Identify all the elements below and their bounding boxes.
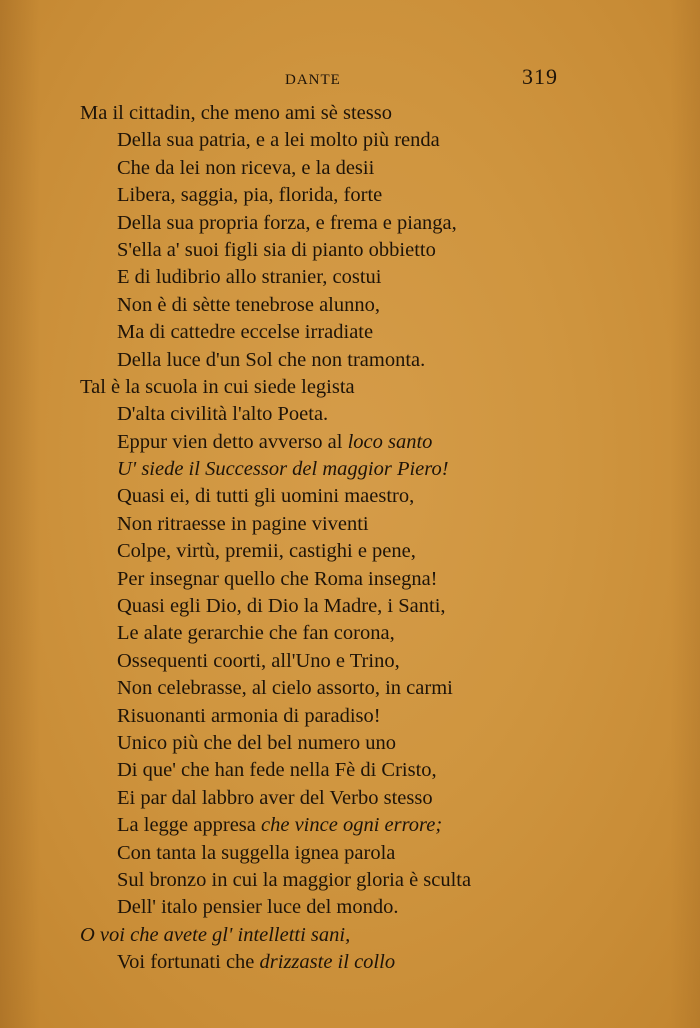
verse-text: Che da lei non riceva, e la desii — [117, 156, 375, 179]
verse-text: Voi fortunati che — [117, 951, 260, 974]
verse-text: La legge appresa — [117, 814, 261, 837]
running-head-title: DANTE — [285, 72, 341, 88]
verse-line — [0, 867, 700, 894]
verse-line — [0, 347, 700, 374]
verse-text: Dell' italo pensier luce del mondo. — [117, 896, 399, 919]
verse-line — [0, 949, 700, 976]
verse-text: Ei par dal labbro aver del Verbo stesso — [117, 786, 433, 809]
verse-line — [0, 483, 700, 510]
verse-line — [0, 703, 700, 730]
verse-text: D'alta civilità l'alto Poeta. — [117, 403, 329, 426]
verse-text: Non celebrasse, al cielo assorto, in carmi — [117, 677, 453, 700]
verse-line — [0, 675, 700, 702]
italic-text: O voi che avete gl' intelletti sani, — [80, 923, 351, 946]
verse-text: Risuonanti armonia di paradiso! — [117, 704, 381, 727]
italic-text: loco santo — [347, 430, 433, 453]
verse-text: Quasi ei, di tutti gli uomini maestro, — [117, 485, 415, 508]
verse-line — [0, 894, 700, 921]
verse-text: Quasi egli Dio, di Dio la Madre, i Santi, — [117, 595, 446, 618]
verse-text: Con tanta la suggella ignea parola — [117, 841, 396, 864]
page-number: 319 — [522, 64, 558, 89]
verse-line — [0, 401, 700, 428]
poem-text — [0, 100, 700, 977]
verse-line — [0, 593, 700, 620]
verse-line — [0, 292, 700, 319]
verse-text: Colpe, virtù, premii, castighi e pene, — [117, 540, 416, 563]
verse-text: Per insegnar quello che Roma insegna! — [117, 567, 438, 590]
verse-line — [0, 840, 700, 867]
verse-text: Sul bronzo in cui la maggior gloria è sculta — [117, 868, 472, 891]
italic-text: che vince ogni errore; — [261, 814, 443, 837]
verse-text: Le alate gerarchie che fan corona, — [117, 622, 395, 645]
verse-line — [0, 812, 700, 839]
verse-text: Eppur vien detto avverso al — [117, 430, 348, 453]
verse-text: Libera, saggia, pia, florida, forte — [117, 184, 383, 207]
verse-text: E di ludibrio allo stranier, costui — [117, 266, 382, 289]
verse-text: Ma di cattedre eccelse irradiate — [117, 321, 374, 344]
verse-text: Della luce d'un Sol che non tramonta. — [117, 348, 426, 371]
verse-line — [0, 100, 700, 127]
verse-line — [0, 620, 700, 647]
verse-line — [0, 210, 700, 237]
verse-line — [0, 127, 700, 154]
verse-text: Ossequenti coorti, all'Uno e Trino, — [117, 649, 400, 672]
verse-text: Tal è la scuola in cui siede legista — [80, 375, 355, 398]
verse-line — [0, 374, 700, 401]
verse-text: Della sua patria, e a lei molto più renda — [117, 129, 440, 152]
verse-line — [0, 155, 700, 182]
verse-line — [0, 429, 700, 456]
verse-line — [0, 182, 700, 209]
verse-text: Non ritraesse in pagine viventi — [117, 512, 369, 535]
verse-line — [0, 319, 700, 346]
verse-line — [0, 730, 700, 757]
italic-text: drizzaste il collo — [259, 951, 396, 974]
verse-line — [0, 757, 700, 784]
verse-line — [0, 538, 700, 565]
running-head — [0, 64, 700, 94]
verse-text: Ma il cittadin, che meno ami sè stesso — [80, 102, 392, 124]
verse-line — [0, 922, 700, 949]
verse-line — [0, 648, 700, 675]
verse-text: Unico più che del bel numero uno — [117, 731, 396, 754]
verse-line — [0, 785, 700, 812]
verse-line — [0, 456, 700, 483]
verse-text: Di que' che han fede nella Fè di Cristo, — [117, 759, 437, 782]
verse-line — [0, 264, 700, 291]
italic-text: U' siede il Successor del maggior Piero! — [117, 458, 449, 481]
verse-text: Della sua propria forza, e frema e pianga, — [117, 211, 457, 234]
verse-line — [0, 566, 700, 593]
verse-line — [0, 511, 700, 538]
verse-text: Non è di sètte tenebrose alunno, — [117, 293, 381, 316]
verse-text: S'ella a' suoi figli sia di pianto obbietto — [117, 238, 436, 261]
verse-line — [0, 237, 700, 264]
